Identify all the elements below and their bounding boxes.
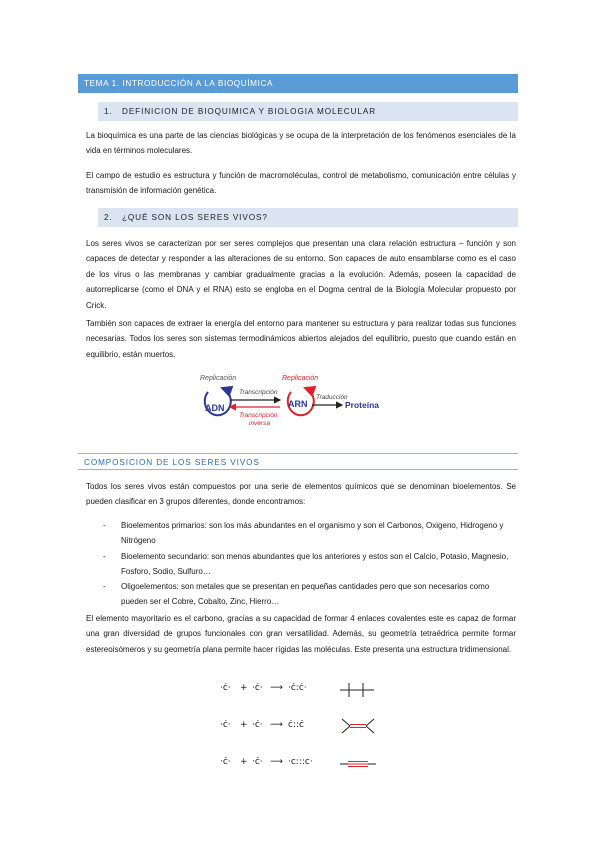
paragraph: Todos los seres vivos están compuestos por una serie de elementos químicos que se denominan bioelementos. Se pueden clasificar en 3 grupos diferentes, donde encontramos:: [86, 482, 516, 507]
section-heading-2: [98, 208, 518, 227]
carbon-atom: ·ċ·: [252, 683, 263, 693]
section-number: 1.: [104, 107, 113, 116]
carbon-atom: ·ċ·: [220, 757, 231, 767]
carbon-atom: ·ċ·: [220, 720, 231, 730]
plus-sign: +: [240, 757, 248, 767]
replication-label-dna: Replicación: [200, 375, 237, 382]
paragraph: Los seres vivos se caracterizan por ser seres complejos que presentan una clara relación estructura – función y son capaces de detectar y responder a las alteraciones de su entorno. Son capaces de auto ensamblarse como es el caso de los virus o las membranas y cambiar gradualmente gracias a la evolución. Además, poseen la capacidad de autorreplicarse (como el DNA y el RNA) esto se engloba en el Dogma central de la Biología Molecular propuesto por Crick.: [86, 239, 516, 310]
list-bullet: -: [103, 521, 106, 530]
arn-label: ARN: [288, 399, 308, 409]
transcription-label: Transcripción: [239, 389, 278, 396]
section-title: DEFINICION DE BIOQUIMICA Y BIOLOGIA MOLECULAR: [122, 107, 377, 116]
arrow-icon: ⟶: [270, 683, 283, 693]
list-bullet: -: [103, 582, 106, 592]
product: ·c:::c·: [288, 757, 313, 767]
triple-bond-structure-icon: [338, 754, 378, 774]
carbon-atom: ·ċ·: [252, 720, 263, 730]
section-title: ¿QUÉ SON LOS SERES VIVOS?: [122, 213, 268, 222]
paragraph: También son capaces de extraer la energía del entorno para mantener su estructura y para realizar todas sus funciones necesarias. Todos los seres son sistemas termodinámicos abiertos alejados del equilibrio, puesto que cuando están en equilibrio, están muertos.: [86, 319, 516, 359]
paragraph: El elemento mayoritario es el carbono, gracias a su capacidad de formar 4 enlaces covalentes este es capaz de formar una gran diversidad de grupos funcionales con gran versatilidad. Además, su geometría tetraédrica permite formar estereoisómeros y su geometría plana permite hacer rígidas las moléculas. Este presenta una estructura tridimensional.: [86, 614, 516, 654]
paragraph: La bioquímica es una parte de las ciencias biológicas y se ocupa de la interpretación de los fenómenos esenciales de la vida en términos moleculares.: [86, 131, 516, 156]
product: ċ::ċ: [288, 720, 304, 730]
reverse-transcription-label-2: inversa: [249, 420, 270, 427]
translation-label: Traducción: [316, 394, 348, 401]
paragraph: El campo de estudio es estructura y función de macromoléculas, control de metabolismo, comunicación entre células y transmisión de información genética.: [86, 171, 516, 196]
subsection-heading: COMPOSICION DE LOS SERES VIVOS: [78, 453, 518, 470]
arrow-icon: ⟶: [270, 720, 283, 730]
list-item: - Oligoelementos: son metales que se presentan en pequeñas cantidades pero que son necesarios como pueden ser el Cobre, Cobalto, Zinc, Hierro…: [98, 579, 518, 610]
list-item: - Bioelemento secundario: son menos abundantes que los anteriores y estos son el Calcio, Potasio, Magnesio, Fosforo, Sodio, Sulfuro…: [98, 549, 518, 580]
single-bond-structure-icon: [336, 680, 378, 700]
double-bond-structure-icon: [338, 716, 378, 736]
replication-label-rna: Replicación: [282, 375, 319, 382]
plus-sign: +: [240, 683, 248, 693]
carbon-atom: ·ċ·: [252, 757, 263, 767]
arrow-icon: ⟶: [270, 757, 283, 767]
central-dogma-diagram: [192, 364, 402, 436]
protein-label: Proteína: [345, 400, 380, 410]
carbon-atom: ·ċ·: [220, 683, 231, 693]
document-title: TEMA 1. INTRODUCCIÓN A LA BIOQUÍMICA: [78, 74, 518, 93]
list-item: - Bioelementos primarios: son los más abundantes en el organismo y son el Carbonos, Oxigeno, Hidrogeno y Nitrógeno: [98, 518, 518, 549]
list-bullet: -: [103, 551, 106, 561]
section-number: 2.: [104, 213, 113, 222]
adn-label: ADN: [205, 403, 225, 413]
reverse-transcription-label-1: Transcripción: [239, 412, 278, 419]
product: ·ċ:ċ·: [288, 683, 307, 693]
section-heading-1: [98, 102, 518, 121]
bioelement-list: [98, 518, 518, 610]
plus-sign: +: [240, 720, 248, 730]
